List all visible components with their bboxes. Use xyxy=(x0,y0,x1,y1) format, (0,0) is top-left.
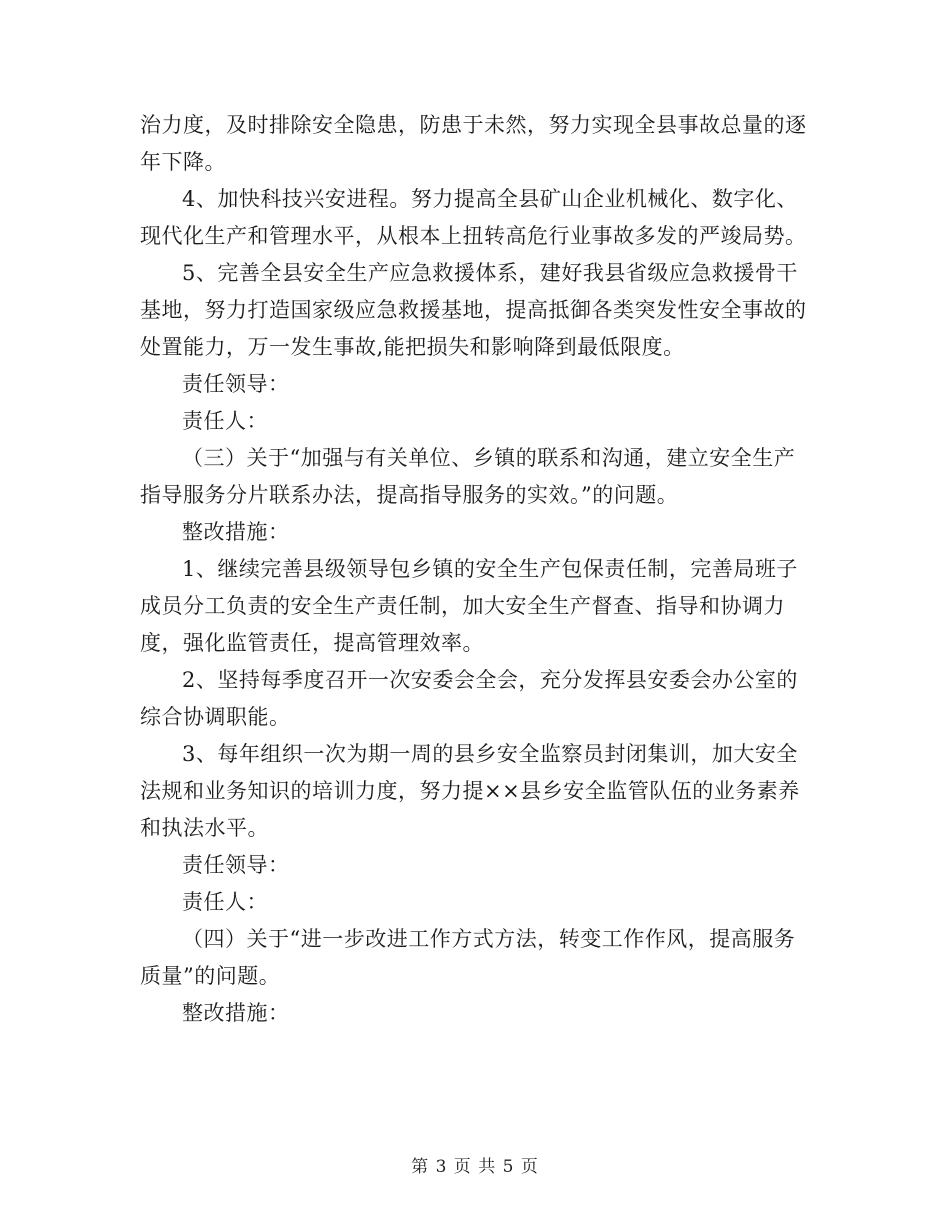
section-heading: （四）关于“进一步改进工作方式方法，转变工作作风，提高服务质量”的问题。 xyxy=(140,927,796,988)
responsible-leader-label: 责任领导： xyxy=(182,853,290,877)
responsible-person-label: 责任人： xyxy=(182,890,268,914)
paragraph: 3、每年组织一次为期一周的县乡安全监察员封闭集训，加大安全法规和业务知识的培训力度，努力提××县乡安全监管队伍的业务素养和执法水平。 xyxy=(140,742,800,840)
paragraph: 2、坚持每季度召开一次安委会全会，充分发挥县安委会办公室的综合协调职能。 xyxy=(140,668,798,729)
paragraph: 4、加快科技兴安进程。努力提高全县矿山企业机械化、数字化、现代化生产和管理水平，从根本上扭转高危行业事故多发的严竣局势。 xyxy=(140,187,807,248)
section-heading: （三）关于“加强与有关单位、乡镇的联系和沟通，建立安全生产指导服务分片联系办法，提高指导服务的实效。”的问题。 xyxy=(140,446,796,507)
paragraph: 1、继续完善县级领导包乡镇的安全生产包保责任制，完善局班子成员分工负责的安全生产责任制，加大安全生产督查、指导和协调力度，强化监管责任，提高管理效率。 xyxy=(140,557,798,655)
paragraph: 治力度，及时排除安全隐患，防患于未然，努力实现全县事故总量的逐年下降。 xyxy=(140,113,807,174)
paragraph: 5、完善全县安全生产应急救援体系，建好我县省级应急救援骨干基地，努力打造国家级应急救援基地，提高抵御各类突发性安全事故的处置能力，万一发生事故,能把损失和影响降到最低限度。 xyxy=(140,261,807,359)
page-number: 第 3 页 共 5 页 xyxy=(411,1157,539,1177)
measures-label: 整改措施： xyxy=(182,520,290,544)
measures-label: 整改措施： xyxy=(182,1001,290,1025)
responsible-person-label: 责任人： xyxy=(182,409,268,433)
responsible-leader-label: 责任领导： xyxy=(182,372,290,396)
document-body xyxy=(140,107,812,1032)
